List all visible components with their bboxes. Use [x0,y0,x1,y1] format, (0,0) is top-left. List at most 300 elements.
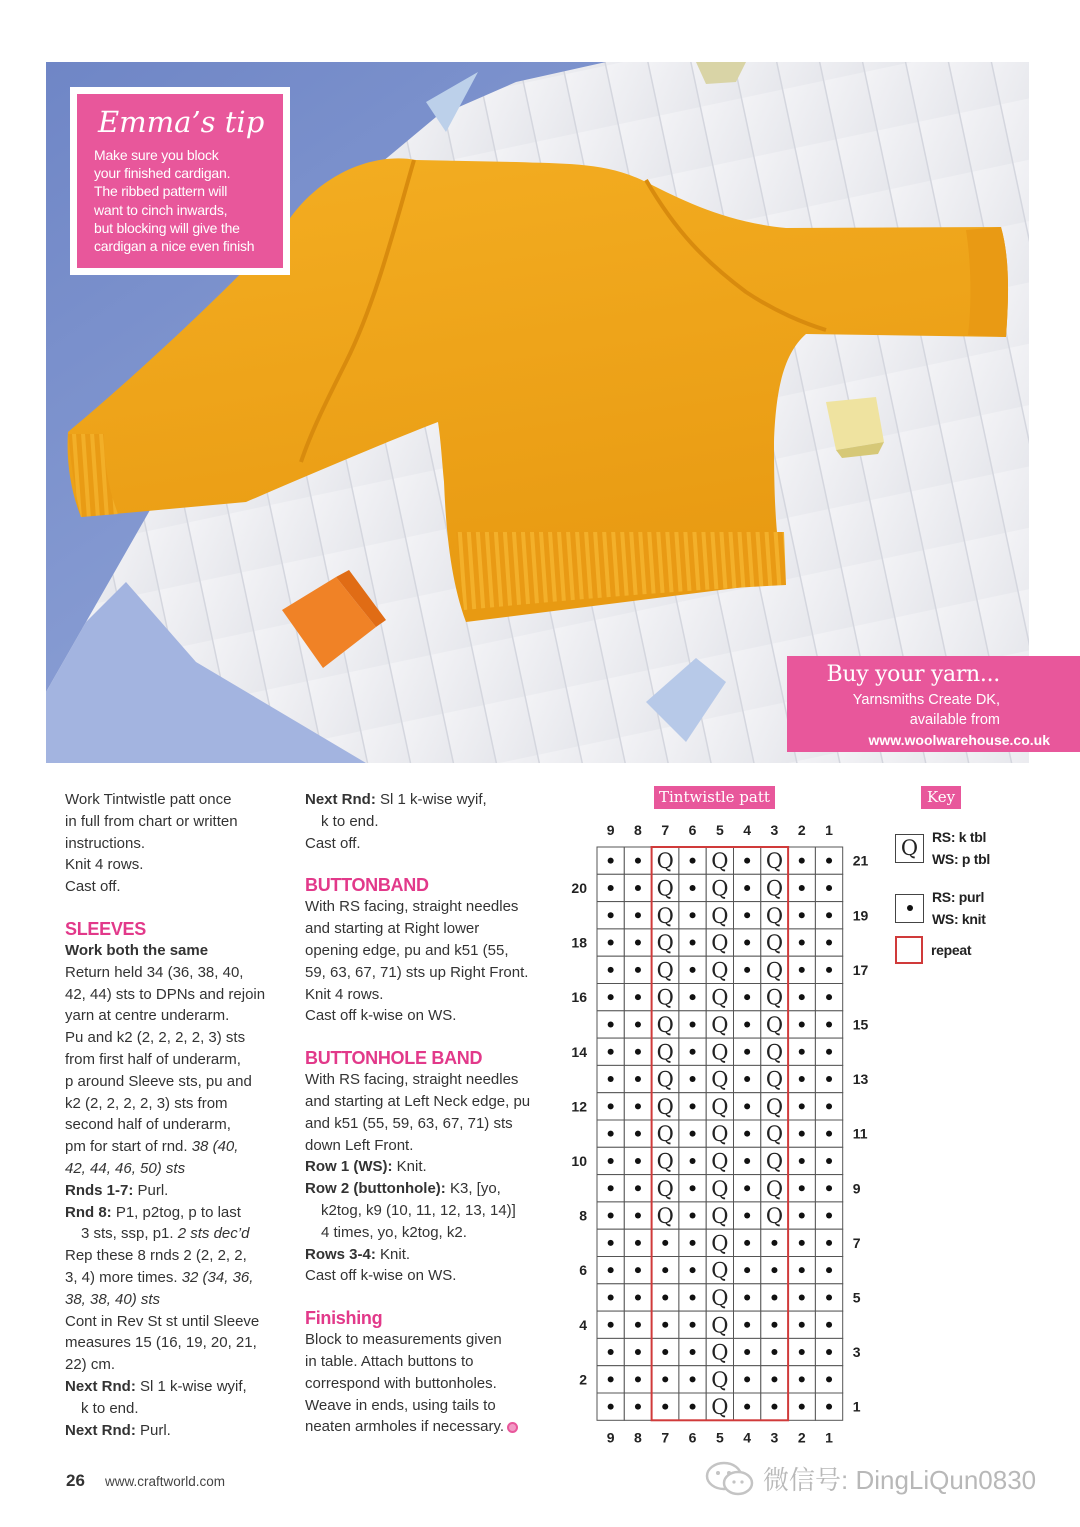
purl-stitch-dot [826,1240,832,1246]
purl-stitch-dot [744,1349,750,1355]
purl-stitch-dot [635,1294,641,1300]
purl-stitch-dot [662,1376,668,1382]
twisted-stitch-symbol: Q [711,1176,729,1201]
next-rnd [305,789,550,811]
body-line: Pu and k2 (2, 2, 2, 2, 3) sts [65,1029,246,1047]
body-line: k2 (2, 2, 2, 2, 3) sts from [65,1094,228,1112]
text-span: pm for start of rnd. [65,1138,192,1156]
purl-stitch-dot [690,1294,696,1300]
twisted-stitch-symbol: Q [656,1067,674,1092]
row-label: 14 [571,1043,587,1060]
row-label: Next Rnd: [65,1421,136,1439]
tip-line: your finished cardigan. [94,165,231,182]
purl-stitch-dot [826,940,832,946]
purl-stitch-dot [799,1267,805,1273]
stitch-count: 32 (34, 36, [181,1268,254,1286]
purl-stitch-dot [690,1322,696,1328]
key-rs: RS: purl [932,889,985,905]
twisted-stitch-symbol: Q [656,958,674,983]
row-text: Knit. [392,1158,427,1176]
body-line: and k51 (55, 59, 63, 67, 71) sts [305,1114,513,1132]
rnds-1-7 [65,1180,295,1202]
purl-stitch-dot [744,1322,750,1328]
purl-stitch-dot [662,1294,668,1300]
purl-stitch-dot [799,967,805,973]
purl-stitch-dot [826,967,832,973]
cast-off: Cast off k-wise on WS. [305,1267,457,1285]
body-line [65,1267,295,1289]
purl-stitch-dot [690,1267,696,1273]
column-label: 9 [606,822,615,838]
row-label: 12 [571,1098,587,1115]
purl-stitch-dot [608,1294,614,1300]
twisted-stitch-symbol: Q [656,1094,674,1119]
twisted-stitch-symbol: Q [711,1340,729,1365]
twisted-stitch-symbol: Q [711,1012,729,1037]
body-line: from first half of underarm, [65,1050,241,1068]
row-label: 1 [852,1398,861,1415]
twisted-stitch-symbol: Q [765,1204,784,1229]
intro-line: Cast off. [65,878,121,896]
twisted-stitch-symbol: Q [711,1204,729,1229]
purl-stitch-dot [744,1376,750,1382]
row-label: 4 [579,1316,587,1333]
buy-title: Buy your yarn... [826,662,1000,687]
purl-stitch-dot [608,1349,614,1355]
purl-stitch-dot [690,1131,696,1137]
twisted-stitch-symbol: Q [656,1012,674,1037]
key-label [932,886,986,930]
twisted-stitch-symbol: Q [711,1094,729,1119]
column-label: 6 [688,822,697,838]
purl-stitch-dot [635,1076,641,1082]
intro-line: Knit 4 rows. [65,856,144,874]
purl-stitch-dot [608,1404,614,1410]
purl-stitch-dot [799,885,805,891]
purl-stitch-dot [799,1076,805,1082]
purl-stitch-dot [635,1349,641,1355]
purl-stitch-dot [690,1076,696,1082]
purl-stitch-dot [690,1103,696,1109]
purl-stitch-dot [635,1404,641,1410]
purl-stitch-dot [826,1322,832,1328]
purl-stitch-dot [744,1185,750,1191]
twisted-stitch-symbol: Q [711,1313,729,1338]
column-label: 8 [634,822,642,838]
twisted-stitch-symbol: Q [711,1040,729,1065]
purl-stitch-dot [744,1213,750,1219]
column-label: 6 [688,1429,697,1446]
stitch-count: 38 (40, [191,1138,239,1156]
purl-dot-icon [895,894,924,923]
row-label: 7 [852,1234,861,1251]
purl-stitch-dot [771,1294,777,1300]
row-label: 2 [579,1371,587,1388]
wechat-icon [705,1461,755,1497]
purl-stitch-dot [608,1267,614,1273]
purl-stitch-dot [608,1131,614,1137]
purl-stitch-dot [826,1404,832,1410]
purl-stitch-dot [771,1267,777,1273]
purl-stitch-dot [662,1349,668,1355]
twisted-stitch-symbol: Q [656,985,674,1010]
purl-stitch-dot [690,1349,696,1355]
purl-stitch-dot [799,912,805,918]
rnd-8-cont [65,1223,295,1245]
text-span: neaten armholes if necessary. [305,1418,504,1436]
sleeves-sub-text: Work both the same [65,941,209,959]
purl-stitch-dot [799,1376,805,1382]
twisted-stitch-icon: Q [895,834,924,863]
buy-url-link[interactable]: www.woolwarehouse.co.uk [868,732,1050,748]
row-label: 6 [579,1262,587,1279]
purl-stitch-dot [690,912,696,918]
wechat-watermark [705,1460,1036,1497]
intro-line: instructions. [65,834,146,852]
body-line: opening edge, pu and k51 (55, [305,941,509,959]
row-label: 5 [852,1289,861,1306]
purl-stitch-dot [635,1267,641,1273]
text-column-2 [305,789,550,1438]
purl-stitch-dot [690,967,696,973]
purl-stitch-dot [799,1158,805,1164]
column-label: 1 [825,1429,833,1446]
purl-stitch-dot [608,1158,614,1164]
row-label: 19 [852,907,869,924]
next-rnd-cont: k to end. [321,812,379,830]
purl-stitch-dot [608,1240,614,1246]
purl-stitch-dot [771,1404,777,1410]
purl-stitch-dot [799,1294,805,1300]
purl-stitch-dot [744,967,750,973]
body-line: down Left Front. [305,1136,414,1154]
purl-stitch-dot [826,1185,832,1191]
purl-stitch-dot [662,1240,668,1246]
twisted-stitch-symbol: Q [765,931,784,956]
twisted-stitch-symbol: Q [656,1176,674,1201]
buy-yarn-name: Yarnsmiths Create DK, [852,692,1000,708]
body-line: Knit 4 rows. [305,985,384,1003]
twisted-stitch-symbol: Q [656,931,674,956]
twisted-stitch-symbol: Q [711,931,729,956]
purl-stitch-dot [744,885,750,891]
wechat-text: 微信号: DingLiQun0830 [763,1465,1037,1495]
purl-stitch-dot [608,1103,614,1109]
purl-stitch-dot [608,1213,614,1219]
buy-yarn-box [787,656,1080,752]
row-label: Next Rnd: [305,791,376,808]
row-label: Rows 3-4: [305,1245,376,1263]
purl-stitch-dot [662,1404,668,1410]
twisted-stitch-symbol: Q [765,1012,784,1037]
row-text: Purl. [133,1181,169,1199]
row-1 [305,1156,550,1178]
purl-stitch-dot [690,858,696,864]
purl-stitch-dot [799,1103,805,1109]
row-text: Knit. [375,1245,411,1263]
key-rs: RS: k tbl [932,829,987,845]
purl-stitch-dot [690,1404,696,1410]
purl-stitch-dot [608,1049,614,1055]
tip-line: The ribbed pattern will [94,183,228,200]
purl-stitch-dot [826,1267,832,1273]
twisted-stitch-symbol: Q [711,1122,729,1147]
stitch-count: 2 sts dec’d [177,1225,250,1243]
body-line: 42, 44) sts to DPNs and rejoin [65,985,266,1003]
purl-stitch-dot [608,1376,614,1382]
body-line: and starting at Left Neck edge, pu [305,1092,531,1110]
purl-stitch-dot [826,1076,832,1082]
purl-stitch-dot [799,1349,805,1355]
purl-stitch-dot [635,1158,641,1164]
twisted-stitch-symbol: Q [765,903,784,928]
tip-line: Make sure you block [94,147,219,163]
body-line: Return held 34 (36, 38, 40, [65,963,244,981]
twisted-stitch-symbol: Q [765,1176,784,1201]
purl-stitch-dot [744,940,750,946]
intro-line: Work Tintwistle patt once [65,791,232,808]
row-label: 8 [579,1207,587,1224]
body-line: and starting at Right lower [305,920,480,938]
purl-stitch-dot [690,885,696,891]
purl-stitch-dot [799,1404,805,1410]
body-line: Weave in ends, using tails to [305,1396,496,1414]
purl-stitch-dot [744,1131,750,1137]
row-text: Sl 1 k-wise wyif, [375,791,487,808]
purl-stitch-dot [635,1185,641,1191]
row-label: 17 [852,961,869,978]
purl-stitch-dot [826,1294,832,1300]
row-label: 9 [852,1180,861,1197]
end-of-pattern-icon [507,1422,518,1433]
purl-stitch-dot [608,1021,614,1027]
purl-stitch-dot [635,1213,641,1219]
key-ws: WS: knit [932,911,986,927]
key-ws: WS: p tbl [932,851,990,867]
purl-stitch-dot [771,1349,777,1355]
row-label: Row 2 (buttonhole): [305,1180,446,1198]
purl-stitch-dot [608,1185,614,1191]
buttonband-heading: BUTTONBAND [305,875,429,896]
row-label: 3 [852,1344,861,1361]
body-line: second half of underarm, [65,1116,231,1134]
twisted-stitch-symbol: Q [656,849,674,874]
purl-stitch-dot [744,1404,750,1410]
purl-stitch-dot [799,1049,805,1055]
intro-line: in full from chart or written [65,812,238,830]
purl-stitch-dot [799,1185,805,1191]
purl-stitch-dot [690,1240,696,1246]
key-title: Key [921,786,961,809]
row-2-cont: 4 times, yo, k2tog, k2. [321,1223,467,1241]
chart-title: Tintwistle patt [654,786,775,809]
next-rnd [65,1420,295,1442]
twisted-stitch-symbol: Q [711,903,729,928]
row-2-cont: k2tog, k9 (10, 11, 12, 13, 14)] [321,1201,516,1219]
twisted-stitch-symbol: Q [711,849,729,874]
row-label: 10 [571,1152,587,1169]
tip-line: cardigan a nice even finish [94,238,255,255]
purl-stitch-dot [826,1158,832,1164]
purl-stitch-dot [690,1213,696,1219]
rows-3-4 [305,1244,550,1266]
purl-stitch-dot [826,1213,832,1219]
row-label: 20 [571,879,587,896]
purl-stitch-dot [799,858,805,864]
twisted-stitch-symbol: Q [656,1040,674,1065]
purl-stitch-dot [635,1049,641,1055]
purl-stitch-dot [826,994,832,1000]
key-label [932,826,990,870]
row-label: 18 [571,934,587,951]
key-item-purl [895,886,986,930]
twisted-stitch-symbol: Q [765,1149,784,1174]
twisted-stitch-symbol: Q [765,849,784,874]
purl-stitch-dot [608,885,614,891]
site-url[interactable]: www.craftworld.com [105,1474,226,1489]
finishing-heading: Finishing [305,1308,383,1329]
row-text: P1, p2tog, p to last [111,1203,241,1221]
purl-stitch-dot [690,1021,696,1027]
buttonhole-heading: BUTTONHOLE BAND [305,1048,483,1069]
key-label: repeat [931,942,972,958]
purl-stitch-dot [635,1021,641,1027]
row-label: 21 [852,852,869,869]
rnd-8 [65,1202,295,1224]
purl-stitch-dot [799,1213,805,1219]
purl-stitch-dot [690,1376,696,1382]
body-line: 22) cm. [65,1356,116,1374]
twisted-stitch-symbol: Q [656,1122,674,1147]
purl-stitch-dot [744,1021,750,1027]
purl-stitch-dot [744,1103,750,1109]
purl-stitch-dot [690,940,696,946]
purl-stitch-dot [635,1131,641,1137]
row-text: Purl. [135,1421,171,1439]
column-label: 2 [797,822,806,838]
row-2 [305,1178,550,1200]
purl-stitch-dot [635,1376,641,1382]
purl-stitch-dot [608,994,614,1000]
body-line: Rep these 8 rnds 2 (2, 2, 2, [65,1247,247,1265]
purl-stitch-dot [826,1103,832,1109]
text-span: 3, 4) more times. [65,1268,182,1286]
column-label: 3 [770,1429,779,1446]
purl-stitch-dot [635,940,641,946]
twisted-stitch-symbol: Q [711,958,729,983]
column-label: 5 [715,822,724,838]
purl-stitch-dot [662,1322,668,1328]
purl-stitch-dot [690,1158,696,1164]
purl-stitch-dot [744,1049,750,1055]
body-line: Cont in Rev St st until Sleeve [65,1312,260,1330]
purl-stitch-dot [744,1240,750,1246]
column-label: 1 [825,822,833,838]
body-line: 59, 63, 67, 71) sts up Right Front. [305,963,529,981]
purl-stitch-dot [771,1376,777,1382]
twisted-stitch-symbol: Q [765,985,784,1010]
purl-stitch-dot [771,1322,777,1328]
twisted-stitch-symbol: Q [656,903,674,928]
tip-line: but blocking will give the [94,219,240,236]
row-label: 13 [852,1071,869,1088]
purl-stitch-dot [826,1349,832,1355]
purl-stitch-dot [635,885,641,891]
purl-stitch-dot [826,885,832,891]
purl-stitch-dot [826,858,832,864]
row-text: K3, [yo, [445,1180,501,1198]
purl-stitch-dot [690,1185,696,1191]
purl-stitch-dot [635,1322,641,1328]
twisted-stitch-symbol: Q [711,1285,729,1310]
purl-stitch-dot [799,1131,805,1137]
twisted-stitch-symbol: Q [711,1258,729,1283]
body-line: Block to measurements given [305,1331,502,1349]
column-label: 4 [743,822,752,838]
tip-title: Emma’s tip [98,105,265,139]
body-line: correspond with buttonholes. [305,1374,497,1392]
repeat-box-icon [895,936,923,964]
twisted-stitch-symbol: Q [656,876,674,901]
twisted-stitch-symbol: Q [711,876,729,901]
purl-stitch-dot [635,912,641,918]
purl-stitch-dot [608,912,614,918]
purl-stitch-dot [799,1021,805,1027]
body-line: With RS facing, straight needles [305,898,519,916]
column-label: 7 [661,1429,670,1446]
tip-box [70,87,290,275]
purl-stitch-dot [799,1322,805,1328]
stitch-chart [560,815,880,1450]
twisted-stitch-symbol: Q [656,1204,674,1229]
twisted-stitch-symbol: Q [656,1149,674,1174]
purl-stitch-dot [799,994,805,1000]
column-label: 7 [661,822,670,838]
purl-stitch-dot [799,940,805,946]
cast-off: Cast off. [305,834,361,852]
purl-stitch-dot [744,912,750,918]
purl-stitch-dot [608,1322,614,1328]
twisted-stitch-symbol: Q [765,1040,784,1065]
column-label: 5 [715,1429,724,1446]
purl-stitch-dot [690,994,696,1000]
twisted-stitch-symbol: Q [711,985,729,1010]
page-number: 26 [66,1471,85,1490]
column-label: 9 [606,1429,615,1446]
stitch-count: 38, 38, 40) sts [65,1290,161,1308]
body-line: in table. Attach buttons to [305,1352,474,1370]
twisted-stitch-symbol: Q [711,1231,729,1256]
twisted-stitch-symbol: Q [765,958,784,983]
purl-stitch-dot [608,858,614,864]
purl-stitch-dot [826,1131,832,1137]
row-label: Rnds 1-7: [65,1181,134,1199]
row-label: Rnd 8: [65,1203,112,1221]
column-label: 2 [797,1429,806,1446]
column-label: 8 [634,1429,642,1446]
purl-stitch-dot [744,1267,750,1273]
tip-body [94,146,269,255]
row-label: Row 1 (WS): [305,1158,393,1176]
row-label: 15 [852,1016,869,1033]
body-line: yarn at centre underarm. [65,1007,230,1025]
row-label: Next Rnd: [65,1377,136,1395]
row-text: 3 sts, ssp, p1. [81,1225,178,1243]
body-line: p around Sleeve sts, pu and [65,1072,252,1090]
buy-available: available from [909,712,1000,728]
purl-stitch-dot [826,1376,832,1382]
body-line: With RS facing, straight needles [305,1071,519,1089]
